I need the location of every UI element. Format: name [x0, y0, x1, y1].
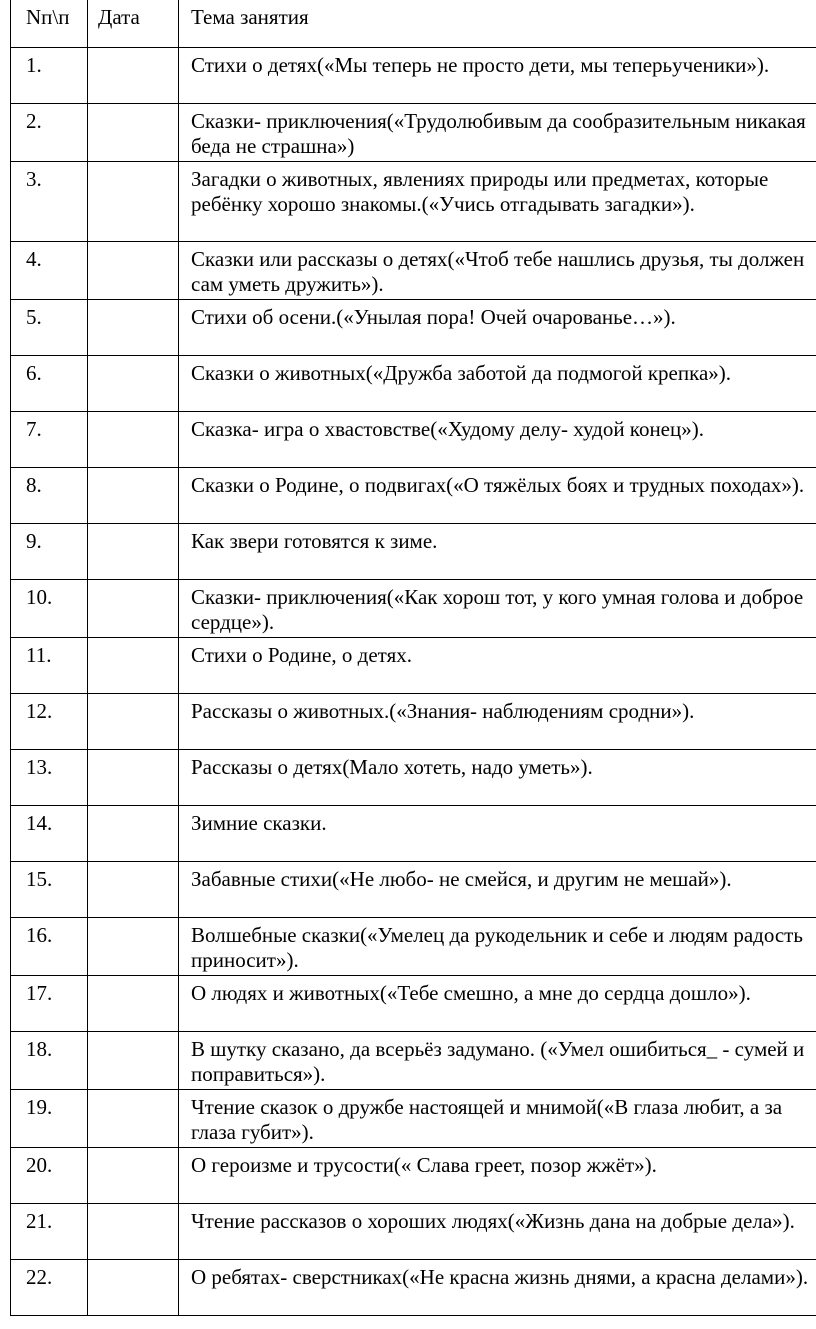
row-date	[88, 1148, 179, 1204]
row-topic: Стихи об осени.(«Унылая пора! Очей очарованье…»).	[179, 300, 816, 356]
row-date	[88, 862, 179, 918]
table-row	[11, 1260, 816, 1316]
table-row	[11, 356, 816, 412]
table-row	[11, 524, 816, 580]
row-number: 12.	[11, 694, 88, 750]
row-number: 15.	[11, 862, 88, 918]
header-number: Nп\п	[11, 0, 88, 48]
table-row	[11, 806, 816, 862]
row-number: 20.	[11, 1148, 88, 1204]
header-date: Дата	[88, 0, 179, 48]
row-date	[88, 412, 179, 468]
row-number: 6.	[11, 356, 88, 412]
row-number: 16.	[11, 918, 88, 976]
row-date	[88, 918, 179, 976]
row-topic: Сказки- приключения(«Трудолюбивым да сообразительным никакая беда не страшна»)	[179, 104, 816, 162]
table-row	[11, 162, 816, 242]
row-topic: Зимние сказки.	[179, 806, 816, 862]
table-row	[11, 862, 816, 918]
row-topic: Рассказы о животных.(«Знания- наблюдениям сродни»).	[179, 694, 816, 750]
row-topic: Забавные стихи(«Не любо- не смейся, и другим не мешай»).	[179, 862, 816, 918]
row-topic: О людях и животных(«Тебе смешно, а мне до сердца дошло»).	[179, 976, 816, 1032]
row-topic: Волшебные сказки(«Умелец да рукодельник и себе и людям радость приносит»).	[179, 918, 816, 976]
table-row	[11, 750, 816, 806]
table-row	[11, 48, 816, 104]
row-number: 8.	[11, 468, 88, 524]
row-date	[88, 524, 179, 580]
table-row	[11, 918, 816, 976]
row-date	[88, 580, 179, 638]
row-date	[88, 48, 179, 104]
row-topic: Сказки о Родине, о подвигах(«О тяжёлых боях и трудных походах»).	[179, 468, 816, 524]
row-date	[88, 300, 179, 356]
table-row	[11, 412, 816, 468]
table-row	[11, 1148, 816, 1204]
table-body	[11, 0, 816, 1316]
row-number: 18.	[11, 1032, 88, 1090]
row-topic: Загадки о животных, явлениях природы или предметах, которые ребёнку хорошо знакомы.(«Учись отгадывать загадки»).	[179, 162, 816, 242]
row-number: 5.	[11, 300, 88, 356]
table-row	[11, 104, 816, 162]
row-date	[88, 162, 179, 242]
row-date	[88, 356, 179, 412]
row-date	[88, 468, 179, 524]
row-number: 2.	[11, 104, 88, 162]
row-topic: Сказка- игра о хвастовстве(«Худому делу- худой конец»).	[179, 412, 816, 468]
row-date	[88, 1090, 179, 1148]
row-number: 10.	[11, 580, 88, 638]
row-topic: Чтение сказок о дружбе настоящей и мнимой(«В глаза любит, а за глаза губит»).	[179, 1090, 816, 1148]
row-number: 21.	[11, 1204, 88, 1260]
table-row	[11, 1090, 816, 1148]
row-date	[88, 638, 179, 694]
row-number: 14.	[11, 806, 88, 862]
row-date	[88, 750, 179, 806]
row-number: 7.	[11, 412, 88, 468]
row-topic: Сказки о животных(«Дружба заботой да подмогой крепка»).	[179, 356, 816, 412]
row-date	[88, 1032, 179, 1090]
row-number: 9.	[11, 524, 88, 580]
row-topic: О героизме и трусости(« Слава греет, позор жжёт»).	[179, 1148, 816, 1204]
row-topic: Сказки- приключения(«Как хорош тот, у кого умная голова и доброе сердце»).	[179, 580, 816, 638]
row-number: 17.	[11, 976, 88, 1032]
row-date	[88, 694, 179, 750]
table-row	[11, 242, 816, 300]
lesson-plan-table	[10, 0, 816, 1316]
table-row	[11, 1032, 816, 1090]
row-date	[88, 976, 179, 1032]
table-row	[11, 580, 816, 638]
row-topic: Стихи о Родине, о детях.	[179, 638, 816, 694]
row-topic: О ребятах- сверстниках(«Не красна жизнь днями, а красна делами»).	[179, 1260, 816, 1316]
row-number: 19.	[11, 1090, 88, 1148]
table-header-row	[11, 0, 816, 48]
row-number: 4.	[11, 242, 88, 300]
row-number: 1.	[11, 48, 88, 104]
table-row	[11, 300, 816, 356]
table-row	[11, 694, 816, 750]
row-topic: Чтение рассказов о хороших людях(«Жизнь дана на добрые дела»).	[179, 1204, 816, 1260]
table-row	[11, 638, 816, 694]
row-number: 13.	[11, 750, 88, 806]
row-topic: В шутку сказано, да всерьёз задумано. («Умел ошибиться_ - сумей и поправиться»).	[179, 1032, 816, 1090]
header-topic: Тема занятия	[179, 0, 816, 48]
row-date	[88, 104, 179, 162]
row-number: 11.	[11, 638, 88, 694]
row-number: 3.	[11, 162, 88, 242]
table-row	[11, 1204, 816, 1260]
row-date	[88, 1260, 179, 1316]
table-row	[11, 468, 816, 524]
row-date	[88, 1204, 179, 1260]
row-topic: Сказки или рассказы о детях(«Чтоб тебе нашлись друзья, ты должен сам уметь дружить»).	[179, 242, 816, 300]
table-row	[11, 976, 816, 1032]
row-date	[88, 242, 179, 300]
row-date	[88, 806, 179, 862]
row-topic: Как звери готовятся к зиме.	[179, 524, 816, 580]
row-number: 22.	[11, 1260, 88, 1316]
row-topic: Стихи о детях(«Мы теперь не просто дети, мы теперьученики»).	[179, 48, 816, 104]
row-topic: Рассказы о детях(Мало хотеть, надо уметь»).	[179, 750, 816, 806]
